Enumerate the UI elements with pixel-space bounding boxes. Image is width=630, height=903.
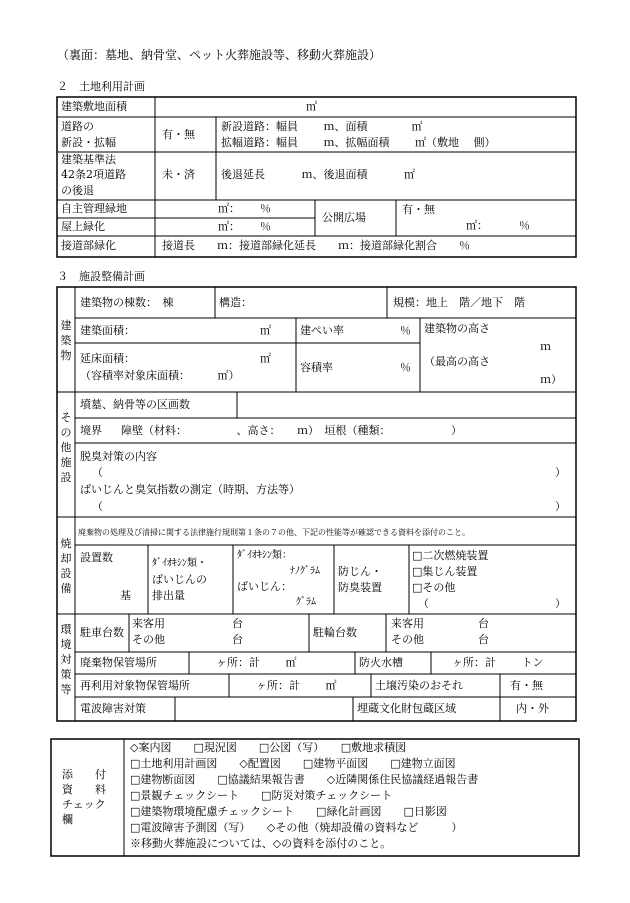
setback-label-2: 42条2項道路 <box>61 168 126 181</box>
road-label-2: 新設・拡幅 <box>61 136 116 149</box>
attach-label-2: 資 料 <box>62 783 106 796</box>
fire-tank-label: 防火水槽 <box>359 656 403 669</box>
site-area-unit: ㎡ <box>306 100 317 113</box>
dust-unit: ｸﾞﾗﾑ <box>296 597 316 608</box>
recycle-storage-label: 再利用対象物保管場所 <box>80 679 190 692</box>
cultural-label: 埋蔵文化財包蔵区域 <box>357 702 456 715</box>
attach-label-3: チェック <box>62 798 106 811</box>
far-label: 容積率 <box>300 361 333 374</box>
structure-label: 構造： <box>219 296 252 309</box>
plaza-label: 公開広場 <box>322 211 366 224</box>
incinerator-note: 廃棄物の処理及び清掃に関する法律施行規則第１条の７の他、下記の性能等が確認できる資料を添付のこと。 <box>78 528 470 537</box>
dust-device-label-2: 防臭装置 <box>338 581 382 594</box>
soil-label: 土壌汚染のおそれ <box>375 679 463 692</box>
green-roof-label: 屋上緑化 <box>61 220 105 233</box>
soil-yes-no[interactable]: 有・無 <box>510 679 543 692</box>
attach-item-row-3[interactable]: □建物断面図 □協議結果報告書 ◇近隣関係住民協議経過報告書 <box>130 773 479 786</box>
dioxin-label-3: 排出量 <box>152 589 185 602</box>
building-count: 建築物の棟数： 棟 <box>80 296 174 309</box>
attach-item-row-5[interactable]: □建築物環境配慮チェックシート □緑化計画図 □日影図 <box>130 805 447 818</box>
dust-value-label: ばいじん： <box>237 580 292 593</box>
road-widen-value: 拡幅道路：幅員 ｍ、拡幅面積 ㎡（敷地 側） <box>221 136 496 149</box>
waste-storage-label: 廃棄物保管場所 <box>80 656 157 669</box>
height-unit: ｍ <box>540 340 551 353</box>
other-facilities-side-label: その他施設 <box>60 411 72 484</box>
parking-other-unit: 台 <box>232 633 243 646</box>
coverage-unit: ％ <box>400 324 411 337</box>
attach-item-row-4[interactable]: □景観チェックシート □防災対策チェックシート <box>130 789 393 802</box>
device-secondary-combustion-checkbox[interactable]: □二次燃焼装置 <box>412 549 489 562</box>
green-self-value: ㎡： ％ <box>218 202 271 215</box>
equipment-count-label: 設置数 <box>80 551 113 564</box>
recycle-storage-value: ヶ所：計 ㎡ <box>256 679 337 692</box>
max-height-unit: ｍ） <box>540 373 562 386</box>
cultural-value[interactable]: 内・外 <box>516 702 549 715</box>
road-new-value: 新設道路：幅員 ｍ、面積 ㎡ <box>221 120 423 133</box>
building-side-label: 建築物 <box>60 319 72 362</box>
road-green-value: 接道長 ｍ：接道部緑化延長 ｍ：接道部緑化割合 ％ <box>162 239 470 252</box>
max-height-label: （最高の高さ <box>424 355 490 368</box>
attach-item-row-6[interactable]: □電波障害予測図（写） ◇その他（焼却設備の資料など ） <box>130 821 463 834</box>
radio-label: 電波障害対策 <box>80 702 146 715</box>
floor-area-label: 延床面積： <box>80 352 135 365</box>
attach-note: ※移動火葬施設については、◇の資料を添付のこと。 <box>130 837 392 850</box>
incinerator-side-label: 焼却設備 <box>60 537 72 595</box>
parking-visitor-unit: 台 <box>232 617 243 630</box>
device-other-paren-close: ） <box>555 597 566 610</box>
page-header: （裏面：墓地、納骨堂、ペット火葬施設等、移動火葬施設） <box>57 48 382 62</box>
setback-label-1: 建築基準法 <box>61 153 116 166</box>
bicycle-visitor-label: 来客用 <box>391 617 424 630</box>
road-green-label: 接道部緑化 <box>61 239 116 252</box>
building-area-unit: ㎡ <box>260 324 271 337</box>
attach-item-row-1[interactable]: ◇案内図 □現況図 □公図（写） □敷地求積図 <box>130 741 407 754</box>
device-dust-collector-checkbox[interactable]: □集じん装置 <box>412 565 478 578</box>
equipment-count-unit: 基 <box>120 589 131 602</box>
floor-area-unit: ㎡ <box>260 352 271 365</box>
green-roof-value: ㎡： ％ <box>218 220 271 233</box>
coverage-label: 建ぺい率 <box>300 324 344 337</box>
road-label-1: 道路の <box>61 120 94 133</box>
odor-label: 脱臭対策の内容 <box>80 450 157 463</box>
device-other-paren-open: （ <box>418 597 429 610</box>
setback-label-3: の後退 <box>61 184 94 197</box>
setback-status[interactable]: 未・済 <box>162 168 195 181</box>
dust-paren-close: ） <box>555 500 566 513</box>
green-self-label: 自主管理緑地 <box>61 202 127 215</box>
environment-side-label: 環境対策等 <box>60 623 72 696</box>
bicycle-other-label: その他 <box>391 633 424 646</box>
section-2-title: ２ 土地利用計画 <box>57 80 145 93</box>
plaza-value: ㎡： ％ <box>466 219 530 232</box>
attach-label-1: 添 付 <box>62 768 106 781</box>
height-label: 建築物の高さ <box>424 322 490 335</box>
section-3-title: ３ 施設整備計画 <box>57 270 145 283</box>
building-area-label: 建築面積： <box>80 324 135 337</box>
wall-value: 障壁（材料： 、高さ： ｍ） 垣根（種類： ） <box>121 424 462 437</box>
parking-visitor-label: 来客用 <box>132 617 165 630</box>
site-area-label: 建築敷地面積 <box>61 100 127 113</box>
waste-storage-value: ヶ所：計 ㎡ <box>216 656 297 669</box>
dioxin-unit: ﾅﾉｸﾞﾗﾑ <box>290 566 320 577</box>
road-yes-no[interactable]: 有・無 <box>162 128 195 141</box>
floor-area-sub: （容積率対象床面積： ㎡） <box>80 369 240 382</box>
dust-measure-label: ばいじんと臭気指数の測定（時期、方法等） <box>80 483 300 496</box>
parking-label: 駐車台数 <box>80 626 124 639</box>
fire-tank-value: ヶ所：計 トン <box>452 656 544 669</box>
scale-value: 規模：地上 階／地下 階 <box>393 296 525 309</box>
boundary-label: 境界 <box>80 424 102 437</box>
dust-device-label-1: 防じん・ <box>338 565 382 578</box>
graves-label: 墳墓、納骨等の区画数 <box>80 398 190 411</box>
dioxin-value-label: ﾀﾞｲｵｷｼﾝ類： <box>237 550 292 561</box>
dioxin-label-2: ばいじんの <box>152 573 207 586</box>
bicycle-other-unit: 台 <box>478 633 489 646</box>
parking-other-label: その他 <box>132 633 165 646</box>
device-other-checkbox[interactable]: □その他 <box>412 581 456 594</box>
odor-paren-open: （ <box>92 466 103 479</box>
attach-label-4: 欄 <box>62 813 73 826</box>
bicycle-label: 駐輪台数 <box>313 626 357 639</box>
setback-value: 後退延長 ｍ、後退面積 ㎡ <box>221 168 415 181</box>
plaza-yes-no[interactable]: 有・無 <box>402 203 435 216</box>
dust-paren-open: （ <box>92 500 103 513</box>
far-unit: ％ <box>400 361 411 374</box>
dioxin-label-1: ﾀﾞｲｵｷｼﾝ類・ <box>152 558 207 569</box>
attach-item-row-2[interactable]: □土地利用計画図 ◇配置図 □建物平面図 □建物立面図 <box>130 757 456 770</box>
odor-paren-close: ） <box>555 466 566 479</box>
bicycle-visitor-unit: 台 <box>478 617 489 630</box>
